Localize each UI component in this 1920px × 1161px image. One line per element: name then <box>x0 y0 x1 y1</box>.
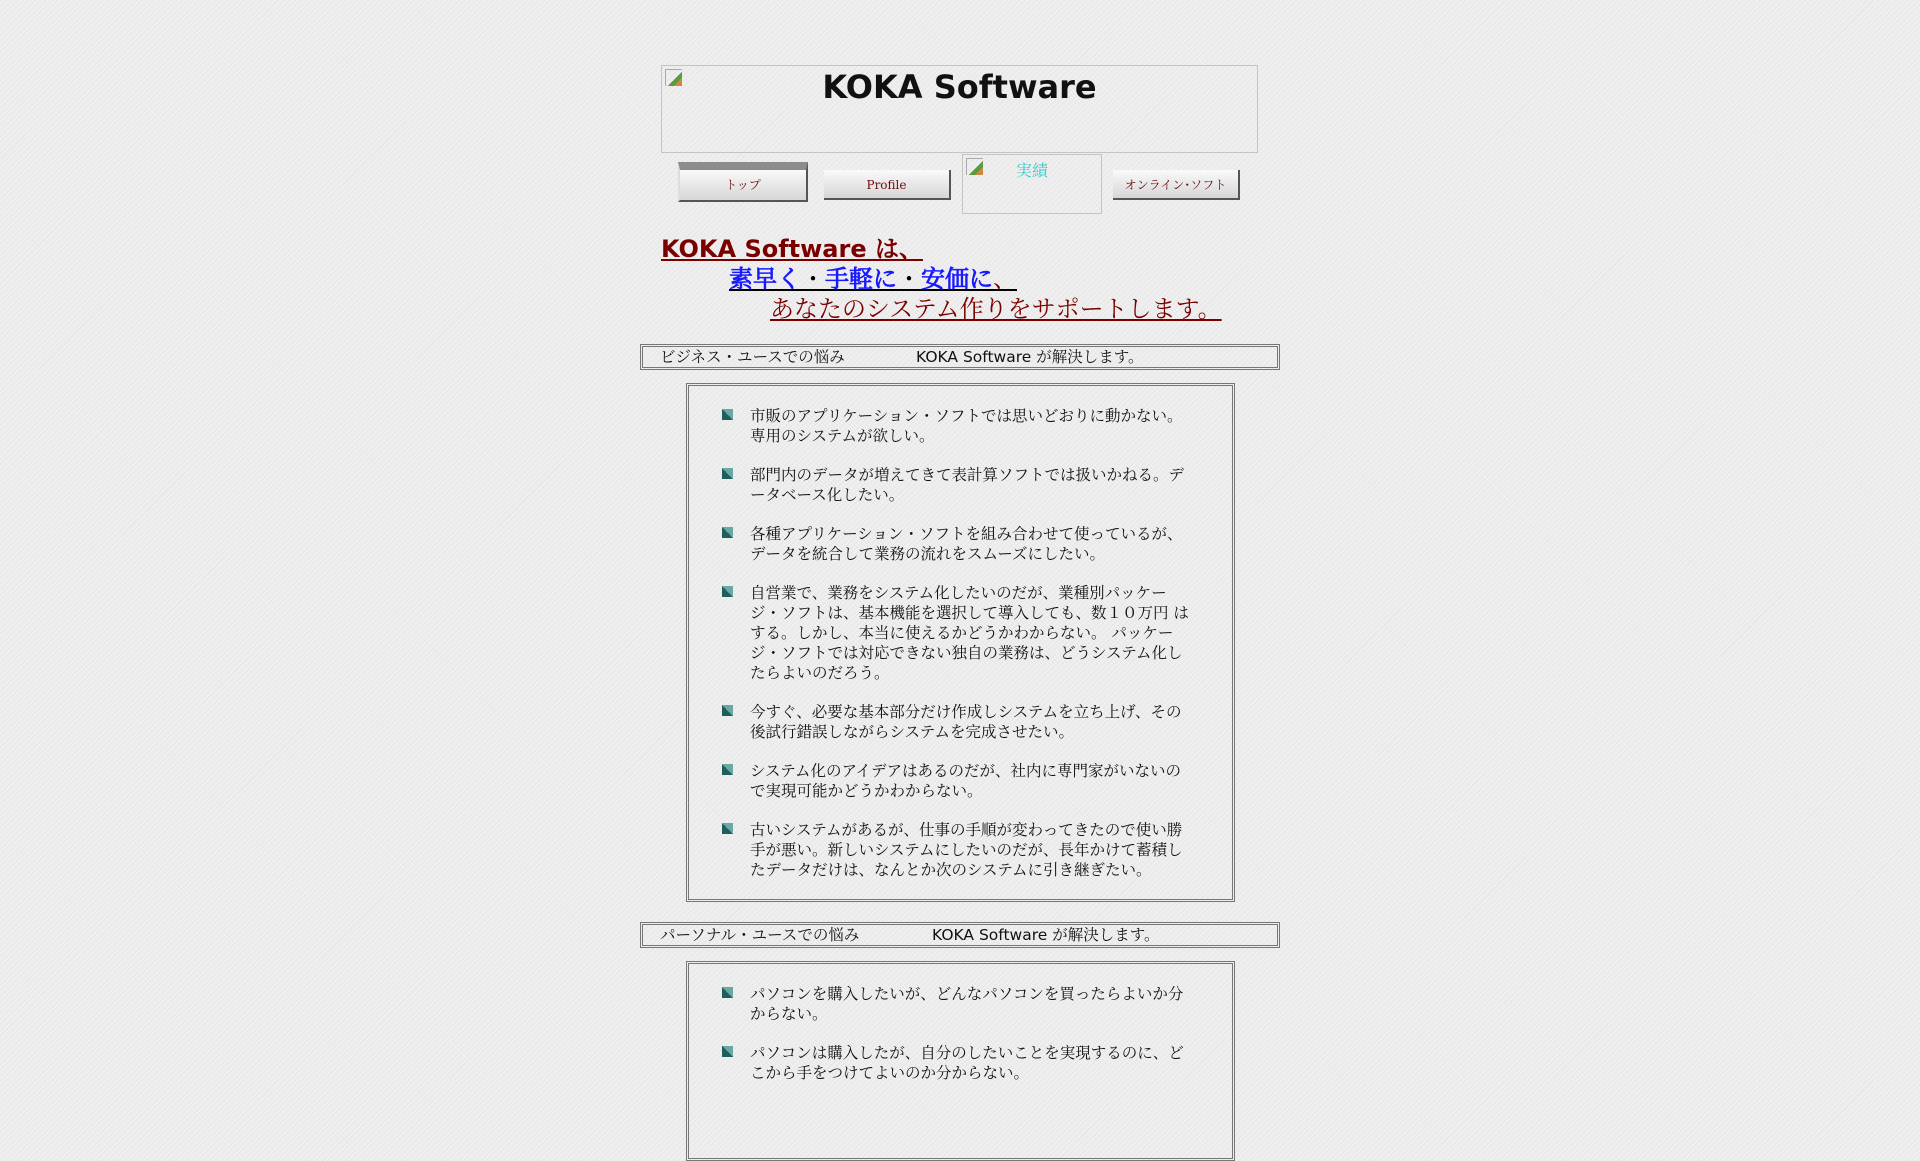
list-item-text: たデータだけは、なんとか次のシステムに引き継ぎたい。 <box>750 861 1152 879</box>
list-item-text: 手が悪い。新しいシステムにしたいのだが、長年かけて蓄積し <box>750 841 1183 859</box>
bullet-icon <box>722 705 733 716</box>
nav-button-profile[interactable]: Profile <box>824 170 951 200</box>
list-item-text: 古いシステムがあるが、仕事の手順が変わってきたので使い勝 <box>750 821 1183 839</box>
comma: 、 <box>993 265 1017 293</box>
tagline-line-3: あなたのシステム作りをサポートします。 <box>770 295 1222 323</box>
nav-results-alt-text: 実績 <box>1015 161 1048 180</box>
list-item-text: からない。 <box>750 1005 828 1023</box>
nav-button-top[interactable]: トップ <box>678 162 808 202</box>
list-item <box>689 524 1232 564</box>
header-banner <box>661 65 1258 153</box>
list-item-text: パソコンは購入したが、自分のしたいことを実現するのに、ど <box>750 1044 1184 1062</box>
tagline-line-1: KOKA Software は、 <box>661 235 923 263</box>
list-item-text: パソコンを購入したいが、どんなパソコンを買ったらよいか分 <box>750 985 1184 1003</box>
list-item-text: 今すぐ、必要な基本部分だけ作成しシステムを立ち上げ、その <box>750 703 1182 721</box>
list-item <box>689 820 1232 880</box>
section-title: ビジネス・ユースでの悩み <box>660 348 845 366</box>
list-item-text: たらよいのだろう。 <box>750 664 890 682</box>
list-item-text: 各種アプリケーション・ソフトを組み合わせて使っているが、 <box>750 525 1183 543</box>
bullet-icon <box>722 764 733 775</box>
list-item <box>689 761 1232 801</box>
list-item-text: システム化のアイデアはあるのだが、社内に専門家がいないの <box>750 762 1182 780</box>
section-header-personal <box>640 922 1280 948</box>
bullet-icon <box>722 586 733 597</box>
tagline-line-2 <box>729 264 1017 294</box>
list-item-text: ータベース化したい。 <box>750 486 905 504</box>
bullet-icon <box>722 1046 733 1057</box>
list-item-text: ジ・ソフトでは対応できない独自の業務は、どうシステム化し <box>750 644 1183 662</box>
nav-button-online-soft[interactable]: オンライン･ソフト <box>1113 170 1240 200</box>
separator: ・ <box>801 265 825 293</box>
list-item <box>689 406 1232 446</box>
personal-concerns-box <box>686 961 1235 1161</box>
list-item <box>689 465 1232 505</box>
list-item-text: で実現可能かどうかわからない。 <box>750 782 983 800</box>
list-item-text: データを統合して業務の流れをスムーズにしたい。 <box>750 545 1105 563</box>
list-item <box>689 583 1232 683</box>
nav-image-link-results[interactable] <box>962 154 1102 214</box>
list-item-text: 専用のシステムが欲しい。 <box>750 427 935 445</box>
section-header-business <box>640 344 1280 370</box>
bullet-icon <box>722 527 733 538</box>
link-easy[interactable]: 手軽に <box>825 265 897 293</box>
list-item-text: 自営業で、業務をシステム化したいのだが、業種別パッケー <box>750 584 1167 602</box>
section-title: パーソナル・ユースでの悩み <box>660 926 860 944</box>
list-item <box>689 1043 1232 1083</box>
separator: ・ <box>897 265 921 293</box>
link-cheap[interactable]: 安価に <box>921 265 993 293</box>
list-item-text: 後試行錯誤しながらシステムを完成させたい。 <box>750 723 1074 741</box>
list-item <box>689 984 1232 1024</box>
site-title: KOKA Software <box>822 68 1097 106</box>
list-item <box>689 702 1232 742</box>
business-concerns-box <box>686 383 1235 902</box>
list-item-text: ジ・ソフトは、基本機能を選択して導入しても、数１０万円 は <box>750 604 1189 622</box>
list-item-text: こから手をつけてよいのか分からない。 <box>750 1064 1030 1082</box>
link-quick[interactable]: 素早く <box>729 265 801 293</box>
bullet-icon <box>722 468 733 479</box>
section-subtitle: KOKA Software が解決します。 <box>932 926 1160 944</box>
list-item-text: 市販のアプリケーション・ソフトでは思いどおりに動かない。 <box>750 407 1183 425</box>
section-subtitle: KOKA Software が解決します。 <box>916 348 1144 366</box>
bullet-icon <box>722 409 733 420</box>
list-item-text: する。しかし、本当に使えるかどうかわからない。 パッケー <box>750 624 1174 642</box>
bullet-icon <box>722 987 733 998</box>
list-item-text: 部門内のデータが増えてきて表計算ソフトでは扱いかねる。デ <box>750 466 1185 484</box>
bullet-icon <box>722 823 733 834</box>
